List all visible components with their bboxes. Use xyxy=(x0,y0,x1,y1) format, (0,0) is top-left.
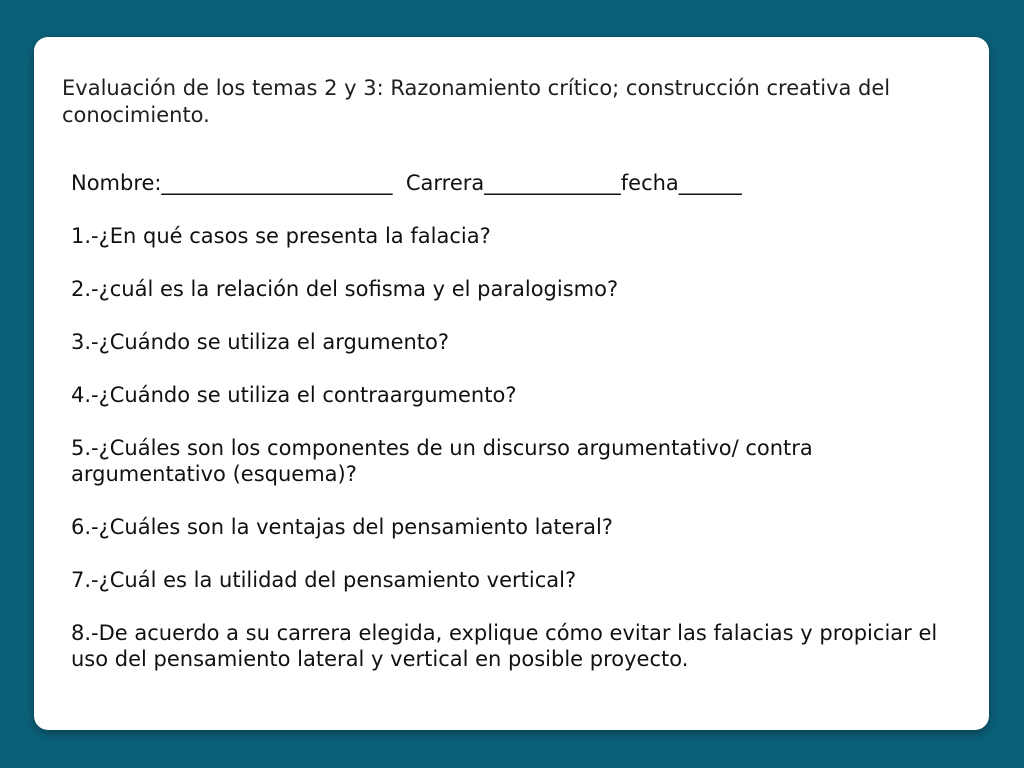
student-info-line: Nombre:______________________ Carrera_____________fecha______ xyxy=(71,171,742,195)
slide-card xyxy=(34,37,989,730)
question-5: 5.-¿Cuáles son los componentes de un discurso argumentativo/ contra argumentativo (esquema)? xyxy=(71,436,813,486)
question-4: 4.-¿Cuándo se utiliza el contraargumento? xyxy=(71,383,517,407)
question-2: 2.-¿cuál es la relación del sofisma y el paralogismo? xyxy=(71,277,619,301)
question-8: 8.-De acuerdo a su carrera elegida, explique cómo evitar las falacias y propiciar el uso del pensamiento lateral y vertical en posible proyecto. xyxy=(71,621,938,671)
question-7: 7.-¿Cuál es la utilidad del pensamiento vertical? xyxy=(71,568,577,592)
question-1: 1.-¿En qué casos se presenta la falacia? xyxy=(71,224,491,248)
question-6: 6.-¿Cuáles son la ventajas del pensamiento lateral? xyxy=(71,515,613,539)
question-3: 3.-¿Cuándo se utiliza el argumento? xyxy=(71,330,450,354)
question-list xyxy=(71,223,951,699)
slide-title: Evaluación de los temas 2 y 3: Razonamiento crítico; construcción creativa del conocimiento. xyxy=(62,76,891,127)
